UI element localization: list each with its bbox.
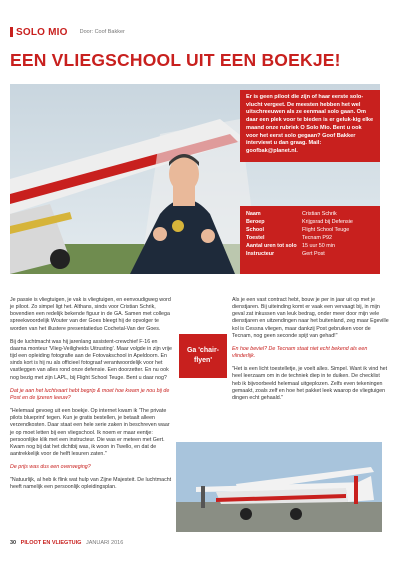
info-label: Beroep (246, 219, 265, 225)
section-header (10, 26, 125, 38)
info-row (246, 234, 374, 242)
article-column-right (232, 297, 390, 408)
aircraft-photo (176, 442, 382, 532)
info-label: Instructeur (246, 251, 275, 257)
info-label: Naam (246, 211, 261, 217)
info-label: School (246, 227, 264, 233)
info-row (246, 218, 374, 226)
question: De prijs was dus een overweging? (10, 464, 91, 471)
info-value: Gert Post (302, 251, 325, 257)
paragraph: "Natuurlijk, al heb ik flink wat hulp van Zijne Majesteit. De luchtmacht heeft namelijk een persoonlijk opleidingsplan. (10, 477, 172, 491)
info-row (246, 226, 374, 234)
question: Dat je aan het luchtvaart hebt begrip & moet hoe kwam je nou bij de Post en de ijzeren leeuw? (10, 387, 170, 401)
intro-box: Er is geen piloot die zijn of haar eerste solo-vlucht vergeet. De meesten hebben het wel uitschreeuwen als ze eenmaal solo gaan. Om daar een plek voor te bieden is er geluk-kig elke maand onze rubriek O Solo Mio. Bent u ook voor het eerst solo gegaan? Goof Bakker interviewt u dan graag. Mail: goofbak@planet.nl. (240, 90, 380, 162)
info-value: Flight School Teuge (302, 227, 350, 233)
info-label: Aantal uren tot solo (246, 243, 297, 249)
paragraph: Je passie is vliegtuigen, je vak is vliegtuigen, en eenvoudigweg word je piloot. Zo simpel ligt het. Althans, sinds voor Cristian Schrik, bovendien een redelijk bekende figuur in de GA. Samen met collega spreekwoordelijk Wouter van der Goes bleegt hij de opvolger te worden van het illustere presentatieduo Cochetal-Van der Goes. (10, 297, 171, 332)
info-value: Cristian Schrik (302, 211, 337, 217)
section-name: SOLO MIO (16, 26, 68, 38)
paragraph: "Het is een licht toestelletje, je voelt alles. Simpel. Want ik vind het heel leerzaam om in de techniek diep in te duiken. De checklist heb ik bijvoorbeeld helemaal uitgeplozen. Zelfs even tekeningen gemaakt, zoals zelf en hoe het pakket leek waarop de vliegtuigen dingen echt gehaald." (232, 366, 388, 401)
byline: Door: Coof Bakker (79, 29, 125, 35)
article-title: EEN VLIEGSCHOOL UIT EEN BOEKJE! (10, 50, 341, 70)
page-footer (10, 540, 123, 546)
paragraph: Als je een vast contract hebt, bouw je per in jaar uit op met je dienstjaren. Bij uiteinding komt er vaak een vervaagt bij, in mijn geval zat inkussen van leuk bedrag, onder meer door mijn vele dienstjaren en uitzendingen naar het buitenland, zeg maar Egeville kol is Cessna vliegen, maar dankzij Post gebruiken voor de Tecnam, nog geen seconde spijt van gehad!" (232, 297, 389, 339)
section-marker (10, 27, 13, 37)
info-value: 15 uur 50 min (302, 243, 335, 249)
pull-quote: Ga 'chair-flyen' (179, 334, 227, 378)
info-row (246, 210, 374, 218)
info-value: Tecnam P92 (302, 235, 332, 241)
publication-name: PILOOT EN VLIEGTUIG (20, 540, 82, 546)
issue-date: JANUARI 2016 (86, 540, 124, 546)
question: En hoe beviel? De Tecnam staat niet echt bekend als een vlinderlijk. (232, 345, 368, 360)
info-row (246, 242, 374, 250)
info-row (246, 250, 374, 258)
paragraph: Bij de luchtmacht was hij jarenlang assistent-crewchief F-16 en daarna monteur 'Vlieg-Veiligheids Uitrusting'. Maar volgde in zijn vrije tijd een opleiding fotografie aan de Fotovakschool in Apeldoorn. En sinds kort is hij nu als officieel fotograaf verantwoordelijk voor het vastleggen van alles rond onze defensie. Een doorzetter. En nu ook nog bezig met zijn LAPL, bij Flight School Teuge. Bent u daar nog? (10, 338, 172, 381)
info-box (240, 206, 380, 274)
paragraph: "Helemaal gevoeg uit een boekje. Op internet kwam ik 'The private pilots blueprint' tegen. Kun je gratis bestellen, je betaalt alleen verzendkosten. Daar staat een hele serie zaken in beschreven waar je op moet letten bij een vliegschool. Ik noem er maar eentje: persoonlijke klik met een instructeur. Die was er meteen met Gert. Kwam nog bij dat het dichtbij was, ik woon in Twello, en dat de aantrekkelijk voor de helft lesuren zaten." (10, 408, 170, 457)
info-label: Toestel (246, 235, 265, 241)
page-number: 30 (10, 540, 17, 546)
article-column-left (10, 297, 175, 498)
info-value: Krijgsrad bij Defensie (302, 219, 353, 225)
